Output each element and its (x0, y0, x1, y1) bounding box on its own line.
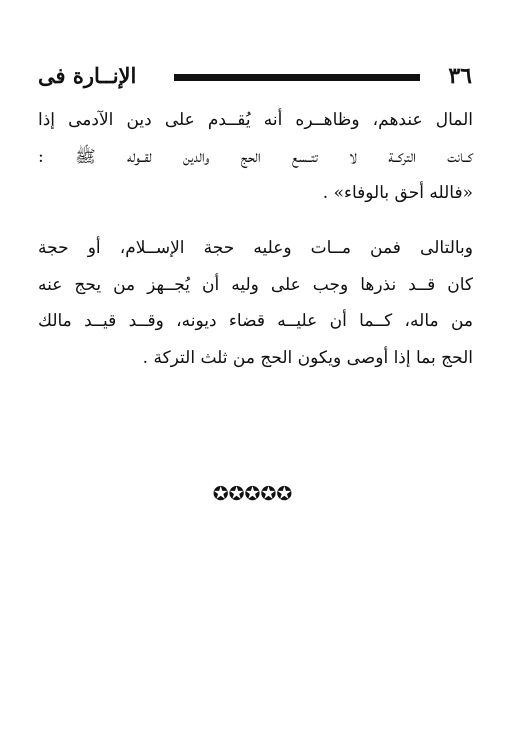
text-line: الحج بما إذا أوصى ويكون الحج من ثلث التركة . (142, 347, 473, 368)
running-title: الإنــارة فى (38, 63, 137, 88)
header-rule (174, 74, 420, 81)
page-header (38, 58, 472, 94)
text-line: كان قــد نذرها وجب على وليه أن يُجــهز من يحج عنه (38, 274, 473, 295)
page-number: ٣٦ (448, 63, 472, 89)
paragraph-1 (38, 102, 473, 212)
section-ornament: ✪✪✪✪✪ (212, 483, 293, 505)
text-line: وبالتالى فمن مــات وعليه حجة الإســلام، أو حجة (38, 238, 473, 258)
text-line: المال عندهم، وظاهــره أنه يُقــدم على دين الآدمى إذا (38, 110, 473, 130)
text-line: كــانت التركــة لا تتــسع الحج والدين لقــوله ﷺ : (38, 146, 473, 167)
paragraph-2 (38, 230, 473, 376)
text-line: «فالله أحق بالوفاء» . (322, 183, 473, 203)
text-line: من ماله، كــما أن عليــه قضاء ديونه، وقــد قيــد مالك (38, 311, 473, 331)
